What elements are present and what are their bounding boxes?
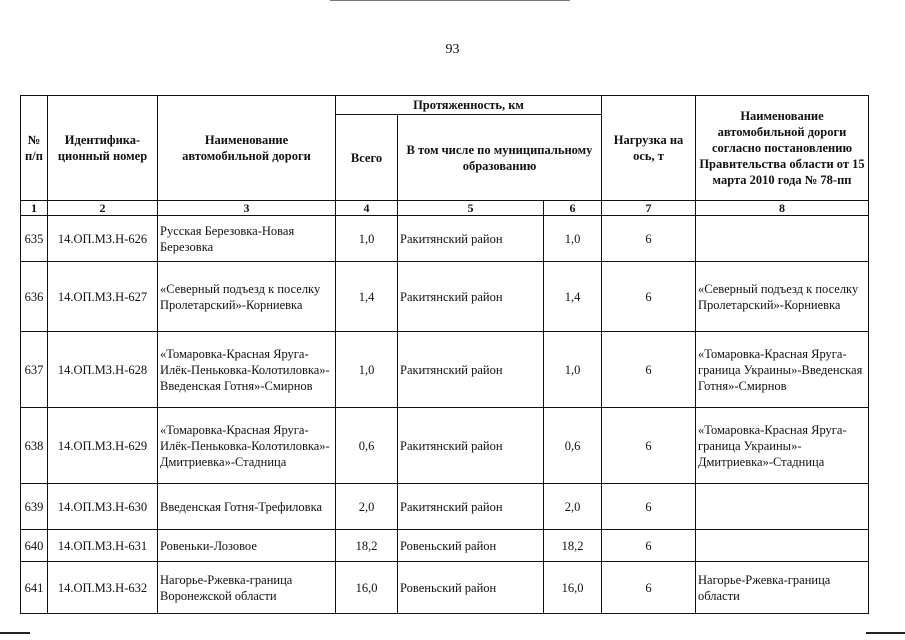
header-incl: В том числе по муниципальному образованию bbox=[398, 115, 602, 201]
total-length-cell: 18,2 bbox=[336, 530, 398, 562]
table-row bbox=[21, 262, 869, 332]
gov-name-cell: «Северный подъезд к поселку Пролетарский»-Корниевка bbox=[696, 262, 869, 332]
district-cell: Ракитянский район bbox=[398, 262, 544, 332]
table-row bbox=[21, 484, 869, 530]
row-number-cell: 637 bbox=[21, 332, 48, 408]
district-cell: Ракитянский район bbox=[398, 484, 544, 530]
table-row bbox=[21, 530, 869, 562]
header-num: № п/п bbox=[21, 96, 48, 201]
district-length-cell: 0,6 bbox=[544, 408, 602, 484]
total-length-cell: 1,4 bbox=[336, 262, 398, 332]
column-number-cell: 1 bbox=[21, 201, 48, 216]
district-length-cell: 2,0 bbox=[544, 484, 602, 530]
axle-load-cell: 6 bbox=[602, 216, 696, 262]
axle-load-cell: 6 bbox=[602, 262, 696, 332]
gov-name-cell bbox=[696, 530, 869, 562]
district-cell: Ракитянский район bbox=[398, 408, 544, 484]
ident-cell: 14.ОП.МЗ.Н-631 bbox=[48, 530, 158, 562]
column-number-cell: 3 bbox=[158, 201, 336, 216]
district-length-cell: 18,2 bbox=[544, 530, 602, 562]
gov-name-cell bbox=[696, 484, 869, 530]
ident-cell: 14.ОП.МЗ.Н-628 bbox=[48, 332, 158, 408]
road-name-cell: Нагорье-Ржевка-граница Воронежской области bbox=[158, 562, 336, 614]
header-total: Всего bbox=[336, 115, 398, 201]
road-name-cell: «Томаровка-Красная Яруга-Илёк-Пеньковка-Колотиловка»-Дмитриевка»-Стадница bbox=[158, 408, 336, 484]
axle-load-cell: 6 bbox=[602, 332, 696, 408]
row-number-cell: 635 bbox=[21, 216, 48, 262]
header-length-group: Протяженность, км bbox=[336, 96, 602, 115]
header-ident: Идентифика-ционный номер bbox=[48, 96, 158, 201]
district-length-cell: 1,4 bbox=[544, 262, 602, 332]
column-number-cell: 5 bbox=[398, 201, 544, 216]
roads-table bbox=[20, 95, 869, 614]
district-length-cell: 1,0 bbox=[544, 332, 602, 408]
road-name-cell: Ровеньки-Лозовое bbox=[158, 530, 336, 562]
table-row bbox=[21, 408, 869, 484]
row-number-cell: 640 bbox=[21, 530, 48, 562]
total-length-cell: 1,0 bbox=[336, 216, 398, 262]
district-length-cell: 1,0 bbox=[544, 216, 602, 262]
table-row bbox=[21, 216, 869, 262]
table-row bbox=[21, 562, 869, 614]
gov-name-cell: «Томаровка-Красная Яруга-граница Украины»-Введенская Готня»-Смирнов bbox=[696, 332, 869, 408]
header-name: Наименование автомобильной дороги bbox=[158, 96, 336, 201]
gov-name-cell bbox=[696, 216, 869, 262]
column-number-cell: 4 bbox=[336, 201, 398, 216]
row-number-cell: 638 bbox=[21, 408, 48, 484]
axle-load-cell: 6 bbox=[602, 484, 696, 530]
column-number-cell: 6 bbox=[544, 201, 602, 216]
road-name-cell: «Северный подъезд к поселку Пролетарский»-Корниевка bbox=[158, 262, 336, 332]
road-name-cell: «Томаровка-Красная Яруга-Илёк-Пеньковка-Колотиловка»-Введенская Готня»-Смирнов bbox=[158, 332, 336, 408]
ident-cell: 14.ОП.МЗ.Н-629 bbox=[48, 408, 158, 484]
ident-cell: 14.ОП.МЗ.Н-627 bbox=[48, 262, 158, 332]
district-cell: Ровеньский район bbox=[398, 530, 544, 562]
scan-line-top bbox=[330, 0, 570, 1]
ident-cell: 14.ОП.МЗ.Н-630 bbox=[48, 484, 158, 530]
row-number-cell: 641 bbox=[21, 562, 48, 614]
gov-name-cell: «Томаровка-Красная Яруга-граница Украины»-Дмитриевка»-Стадница bbox=[696, 408, 869, 484]
row-number-cell: 636 bbox=[21, 262, 48, 332]
table-row bbox=[21, 332, 869, 408]
header-load: Нагрузка на ось, т bbox=[602, 96, 696, 201]
total-length-cell: 0,6 bbox=[336, 408, 398, 484]
road-name-cell: Русская Березовка-Новая Березовка bbox=[158, 216, 336, 262]
district-cell: Ровеньский район bbox=[398, 562, 544, 614]
total-length-cell: 16,0 bbox=[336, 562, 398, 614]
district-cell: Ракитянский район bbox=[398, 216, 544, 262]
column-number-cell: 8 bbox=[696, 201, 869, 216]
road-name-cell: Введенская Готня-Трефиловка bbox=[158, 484, 336, 530]
page-number: 93 bbox=[445, 42, 460, 57]
column-number-cell: 2 bbox=[48, 201, 158, 216]
gov-name-cell: Нагорье-Ржевка-граница области bbox=[696, 562, 869, 614]
column-number-cell: 7 bbox=[602, 201, 696, 216]
district-cell: Ракитянский район bbox=[398, 332, 544, 408]
axle-load-cell: 6 bbox=[602, 530, 696, 562]
header-name-gov: Наименование автомобильной дороги согласно постановлению Правительства области от 15 марта 2010 года № 78-пп bbox=[696, 96, 869, 201]
axle-load-cell: 6 bbox=[602, 408, 696, 484]
total-length-cell: 1,0 bbox=[336, 332, 398, 408]
ident-cell: 14.ОП.МЗ.Н-626 bbox=[48, 216, 158, 262]
ident-cell: 14.ОП.МЗ.Н-632 bbox=[48, 562, 158, 614]
axle-load-cell: 6 bbox=[602, 562, 696, 614]
scan-line-bottom-left bbox=[0, 632, 30, 634]
district-length-cell: 16,0 bbox=[544, 562, 602, 614]
row-number-cell: 639 bbox=[21, 484, 48, 530]
total-length-cell: 2,0 bbox=[336, 484, 398, 530]
scan-line-bottom-right bbox=[866, 632, 905, 634]
